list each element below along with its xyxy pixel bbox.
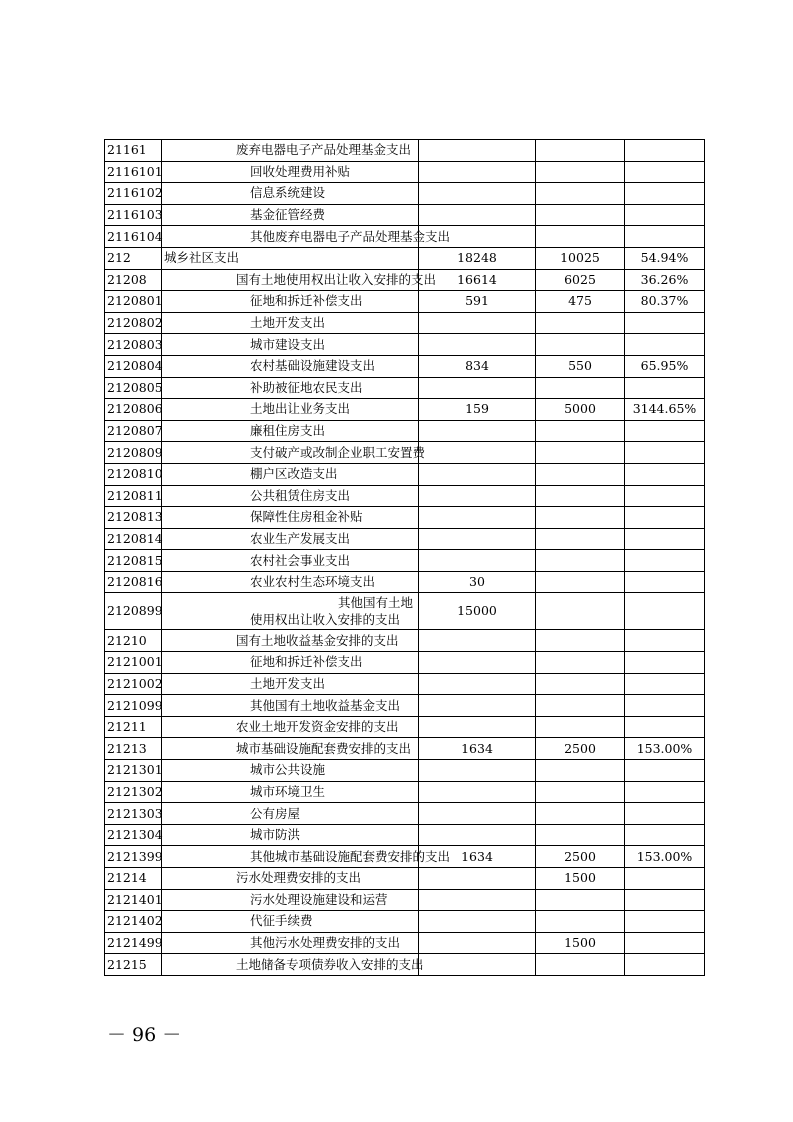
table-row	[105, 932, 705, 954]
row-name: 信息系统建设	[162, 183, 419, 205]
table-row	[105, 889, 705, 911]
row-code: 2121099	[105, 695, 162, 717]
row-value-v3	[625, 760, 705, 782]
row-value-v2	[536, 442, 625, 464]
row-code: 2121499	[105, 932, 162, 954]
table-row	[105, 204, 705, 226]
row-value-v1: 16614	[419, 269, 536, 291]
row-code: 2121301	[105, 760, 162, 782]
row-value-v1	[419, 204, 536, 226]
row-value-v3	[625, 140, 705, 162]
row-value-v2: 2500	[536, 738, 625, 760]
row-value-v3	[625, 716, 705, 738]
row-code: 2120806	[105, 399, 162, 421]
table-row	[105, 550, 705, 572]
table-row	[105, 355, 705, 377]
table-row	[105, 630, 705, 652]
row-value-v3: 3144.65%	[625, 399, 705, 421]
row-name: 农业农村生态环境支出	[162, 571, 419, 593]
row-name: 废弃电器电子产品处理基金支出	[162, 140, 419, 162]
row-name: 污水处理设施建设和运营	[162, 889, 419, 911]
row-name: 土地储备专项债券收入安排的支出	[162, 954, 419, 976]
row-name: 土地开发支出	[162, 673, 419, 695]
row-name: 城市环境卫生	[162, 781, 419, 803]
row-value-v3	[625, 550, 705, 572]
row-value-v1	[419, 630, 536, 652]
row-value-v1	[419, 932, 536, 954]
row-value-v2	[536, 420, 625, 442]
row-value-v2	[536, 140, 625, 162]
row-name: 公有房屋	[162, 803, 419, 825]
row-value-v3	[625, 226, 705, 248]
row-name: 城乡社区支出	[162, 247, 419, 269]
row-value-v3	[625, 507, 705, 529]
row-value-v2	[536, 593, 625, 630]
row-code: 212	[105, 247, 162, 269]
row-value-v3: 153.00%	[625, 846, 705, 868]
row-value-v1	[419, 695, 536, 717]
table-row	[105, 140, 705, 162]
row-value-v3	[625, 889, 705, 911]
row-name: 代征手续费	[162, 911, 419, 933]
table-row	[105, 312, 705, 334]
row-value-v1	[419, 781, 536, 803]
row-value-v1	[419, 868, 536, 890]
row-value-v1	[419, 652, 536, 674]
row-value-v2	[536, 485, 625, 507]
row-name: 农村社会事业支出	[162, 550, 419, 572]
row-value-v3	[625, 954, 705, 976]
row-value-v1: 30	[419, 571, 536, 593]
row-name: 城市公共设施	[162, 760, 419, 782]
row-value-v1	[419, 824, 536, 846]
table-row	[105, 442, 705, 464]
table-row	[105, 269, 705, 291]
row-code: 2116104	[105, 226, 162, 248]
row-value-v3	[625, 803, 705, 825]
table-row	[105, 247, 705, 269]
row-value-v3	[625, 673, 705, 695]
row-value-v2: 10025	[536, 247, 625, 269]
row-value-v1	[419, 463, 536, 485]
budget-table	[104, 139, 705, 976]
row-value-v3	[625, 571, 705, 593]
table-row	[105, 954, 705, 976]
row-value-v1	[419, 442, 536, 464]
row-value-v3	[625, 485, 705, 507]
row-name: 基金征管经费	[162, 204, 419, 226]
row-value-v2	[536, 652, 625, 674]
row-value-v3	[625, 824, 705, 846]
row-value-v2	[536, 630, 625, 652]
row-code: 2120805	[105, 377, 162, 399]
row-code: 2120804	[105, 355, 162, 377]
table-row	[105, 463, 705, 485]
row-code: 2116101	[105, 161, 162, 183]
row-value-v1: 834	[419, 355, 536, 377]
row-value-v2	[536, 528, 625, 550]
row-value-v1: 1634	[419, 738, 536, 760]
row-value-v1: 1634	[419, 846, 536, 868]
row-code: 21213	[105, 738, 162, 760]
row-value-v1: 15000	[419, 593, 536, 630]
row-value-v2	[536, 673, 625, 695]
row-code: 2120803	[105, 334, 162, 356]
row-value-v1	[419, 140, 536, 162]
row-value-v3	[625, 204, 705, 226]
row-name: 土地开发支出	[162, 312, 419, 334]
row-name: 回收处理费用补贴	[162, 161, 419, 183]
row-value-v2	[536, 550, 625, 572]
row-name: 农业生产发展支出	[162, 528, 419, 550]
row-name: 城市防洪	[162, 824, 419, 846]
row-value-v3: 80.37%	[625, 291, 705, 313]
row-value-v2	[536, 183, 625, 205]
row-value-v1	[419, 673, 536, 695]
row-value-v2: 6025	[536, 269, 625, 291]
table-row	[105, 760, 705, 782]
row-code: 2116103	[105, 204, 162, 226]
row-code: 21214	[105, 868, 162, 890]
row-value-v1	[419, 507, 536, 529]
table-row	[105, 803, 705, 825]
row-value-v2	[536, 226, 625, 248]
row-name: 其他废弃电器电子产品处理基金支出	[162, 226, 419, 248]
row-code: 2116102	[105, 183, 162, 205]
table-row	[105, 291, 705, 313]
row-name: 廉租住房支出	[162, 420, 419, 442]
row-code: 2120899	[105, 593, 162, 630]
row-name: 其他城市基础设施配套费安排的支出	[162, 846, 419, 868]
table-row	[105, 334, 705, 356]
row-value-v3	[625, 652, 705, 674]
row-value-v3	[625, 528, 705, 550]
row-value-v3	[625, 312, 705, 334]
row-name	[162, 593, 419, 630]
row-value-v2: 1500	[536, 932, 625, 954]
row-value-v2: 5000	[536, 399, 625, 421]
row-name: 污水处理费安排的支出	[162, 868, 419, 890]
row-value-v3	[625, 420, 705, 442]
table-row	[105, 485, 705, 507]
row-code: 2120801	[105, 291, 162, 313]
row-value-v3	[625, 593, 705, 630]
table-row	[105, 183, 705, 205]
table-row	[105, 226, 705, 248]
row-value-v2	[536, 803, 625, 825]
row-code: 21208	[105, 269, 162, 291]
row-value-v3: 36.26%	[625, 269, 705, 291]
table-row	[105, 377, 705, 399]
row-value-v2	[536, 161, 625, 183]
row-name: 农业土地开发资金安排的支出	[162, 716, 419, 738]
row-code: 2120816	[105, 571, 162, 593]
row-code: 2121402	[105, 911, 162, 933]
row-value-v1: 591	[419, 291, 536, 313]
row-code: 21211	[105, 716, 162, 738]
table-row	[105, 652, 705, 674]
row-value-v3	[625, 911, 705, 933]
row-value-v2	[536, 889, 625, 911]
row-value-v2	[536, 716, 625, 738]
row-name: 其他国有土地收益基金支出	[162, 695, 419, 717]
row-value-v3	[625, 161, 705, 183]
row-value-v1	[419, 954, 536, 976]
row-value-v1: 18248	[419, 247, 536, 269]
row-name-text: 其他国有土地使用权出让收入安排的支出	[250, 595, 414, 628]
row-value-v2	[536, 463, 625, 485]
row-code: 2121399	[105, 846, 162, 868]
row-value-v1	[419, 485, 536, 507]
table-row	[105, 911, 705, 933]
row-code: 2120815	[105, 550, 162, 572]
row-value-v2: 475	[536, 291, 625, 313]
table-row	[105, 399, 705, 421]
row-code: 2120811	[105, 485, 162, 507]
row-value-v2	[536, 824, 625, 846]
row-value-v1	[419, 420, 536, 442]
row-value-v2: 1500	[536, 868, 625, 890]
row-code: 2120807	[105, 420, 162, 442]
row-value-v3	[625, 868, 705, 890]
row-name: 国有土地收益基金安排的支出	[162, 630, 419, 652]
row-value-v2	[536, 695, 625, 717]
row-name: 城市建设支出	[162, 334, 419, 356]
row-value-v2	[536, 911, 625, 933]
table-row	[105, 161, 705, 183]
row-code: 2120810	[105, 463, 162, 485]
row-value-v1	[419, 183, 536, 205]
row-value-v1	[419, 312, 536, 334]
row-value-v1	[419, 760, 536, 782]
row-value-v3	[625, 695, 705, 717]
row-value-v3	[625, 463, 705, 485]
row-code: 2120814	[105, 528, 162, 550]
row-value-v2	[536, 954, 625, 976]
table-row	[105, 868, 705, 890]
row-value-v1	[419, 889, 536, 911]
row-value-v2	[536, 571, 625, 593]
row-value-v3	[625, 630, 705, 652]
row-value-v1	[419, 716, 536, 738]
row-value-v1: 159	[419, 399, 536, 421]
row-value-v3: 65.95%	[625, 355, 705, 377]
row-value-v2: 2500	[536, 846, 625, 868]
row-name: 公共租赁住房支出	[162, 485, 419, 507]
row-name: 征地和拆迁补偿支出	[162, 291, 419, 313]
row-code: 2121303	[105, 803, 162, 825]
row-value-v2	[536, 204, 625, 226]
table-row	[105, 738, 705, 760]
row-value-v1	[419, 911, 536, 933]
row-value-v3	[625, 377, 705, 399]
table-row	[105, 571, 705, 593]
row-name: 农村基础设施建设支出	[162, 355, 419, 377]
row-value-v3	[625, 932, 705, 954]
row-value-v2	[536, 334, 625, 356]
row-name: 保障性住房租金补贴	[162, 507, 419, 529]
row-code: 2121401	[105, 889, 162, 911]
row-value-v2	[536, 377, 625, 399]
row-value-v1	[419, 334, 536, 356]
table-row	[105, 507, 705, 529]
row-name: 其他污水处理费安排的支出	[162, 932, 419, 954]
row-value-v2: 550	[536, 355, 625, 377]
table-row	[105, 824, 705, 846]
row-name: 土地出让业务支出	[162, 399, 419, 421]
row-name: 城市基础设施配套费安排的支出	[162, 738, 419, 760]
row-value-v3: 153.00%	[625, 738, 705, 760]
row-code: 2121002	[105, 673, 162, 695]
row-value-v1	[419, 377, 536, 399]
row-name: 支付破产或改制企业职工安置费	[162, 442, 419, 464]
table-row	[105, 781, 705, 803]
row-code: 2121304	[105, 824, 162, 846]
row-value-v1	[419, 161, 536, 183]
row-code: 2121302	[105, 781, 162, 803]
row-value-v2	[536, 781, 625, 803]
table-body	[105, 140, 705, 976]
row-code: 21210	[105, 630, 162, 652]
row-code: 2120809	[105, 442, 162, 464]
page-number: － 96 －	[107, 1024, 182, 1046]
row-code: 2120802	[105, 312, 162, 334]
row-code: 2120813	[105, 507, 162, 529]
row-value-v3	[625, 183, 705, 205]
row-value-v3: 54.94%	[625, 247, 705, 269]
row-value-v3	[625, 781, 705, 803]
row-value-v1	[419, 550, 536, 572]
row-value-v3	[625, 442, 705, 464]
table-row	[105, 673, 705, 695]
row-name: 征地和拆迁补偿支出	[162, 652, 419, 674]
row-code: 21215	[105, 954, 162, 976]
table-row	[105, 716, 705, 738]
row-value-v1	[419, 528, 536, 550]
table-row	[105, 695, 705, 717]
row-name: 棚户区改造支出	[162, 463, 419, 485]
row-code: 21161	[105, 140, 162, 162]
table-row	[105, 528, 705, 550]
row-name: 国有土地使用权出让收入安排的支出	[162, 269, 419, 291]
table-row	[105, 420, 705, 442]
row-value-v2	[536, 507, 625, 529]
table-row	[105, 846, 705, 868]
row-value-v1	[419, 803, 536, 825]
row-value-v2	[536, 760, 625, 782]
table-row	[105, 593, 705, 630]
row-name: 补助被征地农民支出	[162, 377, 419, 399]
row-value-v2	[536, 312, 625, 334]
row-code: 2121001	[105, 652, 162, 674]
row-value-v3	[625, 334, 705, 356]
